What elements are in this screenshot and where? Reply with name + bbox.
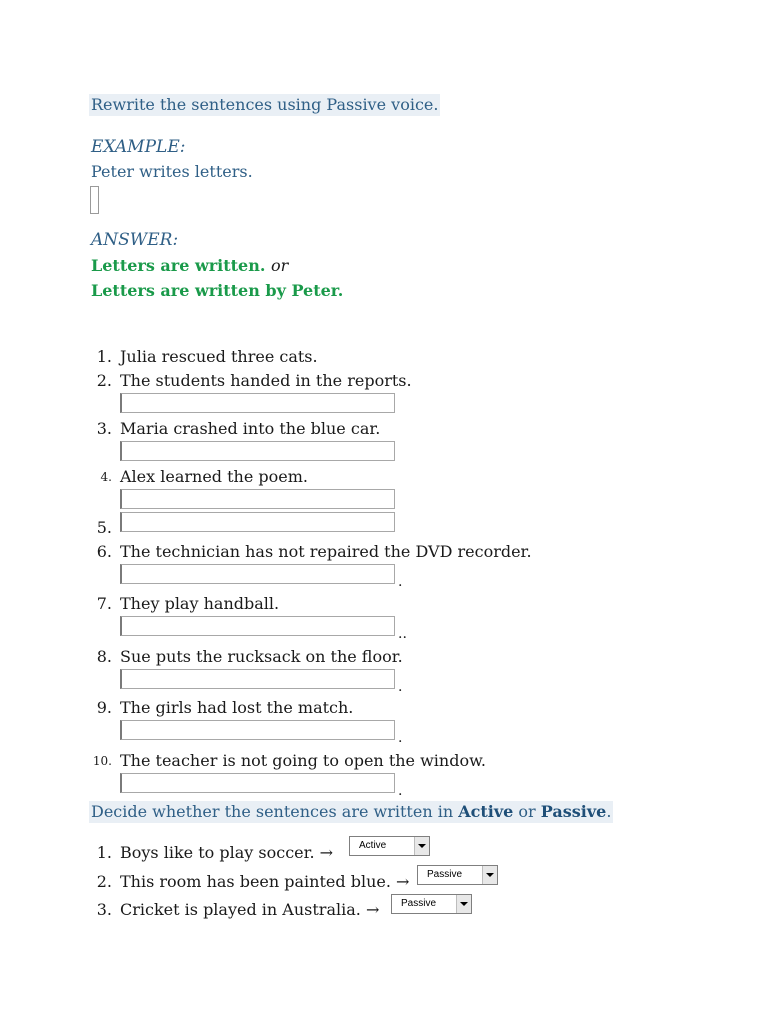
answer-label: ANSWER: — [91, 230, 179, 250]
example-sentence: Peter writes letters. — [91, 162, 253, 181]
answer-input-2[interactable] — [120, 393, 395, 413]
answer-input-5[interactable] — [120, 512, 395, 532]
item-number: 3. — [96, 900, 112, 919]
chevron-down-icon[interactable] — [414, 837, 429, 855]
item-sentence: The students handed in the reports. — [120, 371, 412, 390]
item-sentence: Alex learned the poem. — [120, 467, 309, 486]
answer-input-7[interactable] — [120, 616, 395, 636]
item-number: 2. — [96, 872, 112, 891]
trailing-mark: . — [398, 679, 403, 695]
answer-line-2: Letters are written by Peter. — [91, 281, 344, 300]
answer-line-1-text: Letters are written. — [91, 256, 266, 275]
title-end: . — [606, 802, 612, 821]
chevron-down-icon[interactable] — [482, 866, 497, 884]
voice-select-1[interactable] — [349, 836, 430, 856]
answer-or: or — [270, 256, 289, 275]
item-sentence: The teacher is not going to open the window. — [120, 751, 486, 770]
title-start: Decide whether the sentences are written in — [91, 802, 459, 821]
title-or: or — [513, 802, 541, 821]
item-number: 4. — [100, 470, 112, 484]
answer-input-9[interactable] — [120, 720, 395, 740]
item-sentence: Maria crashed into the blue car. — [120, 419, 381, 438]
answer-input-6[interactable] — [120, 564, 395, 584]
title-active: Active — [458, 802, 514, 821]
title-passive: Passive — [540, 802, 607, 821]
item-sentence: Sue puts the rucksack on the floor. — [120, 647, 403, 666]
item-sentence: The girls had lost the match. — [120, 698, 354, 717]
answer-input-10[interactable] — [120, 773, 395, 793]
example-answer-box[interactable] — [90, 186, 99, 214]
select-value: Passive — [401, 898, 437, 909]
item-number: 1. — [96, 843, 112, 862]
voice-select-3[interactable] — [391, 894, 472, 914]
item-number: 2. — [96, 371, 112, 390]
item-sentence: This room has been painted blue. → — [120, 872, 410, 891]
chevron-down-icon[interactable] — [456, 895, 471, 913]
section-title-passive: Rewrite the sentences using Passive voice. — [91, 95, 439, 114]
item-number: 3. — [96, 419, 112, 438]
select-value: Active — [359, 840, 387, 851]
item-sentence: Boys like to play soccer. → — [120, 843, 334, 862]
item-number: 5. — [96, 518, 112, 537]
item-number: 7. — [96, 594, 112, 613]
trailing-mark: . — [398, 574, 403, 590]
answer-input-3[interactable] — [120, 441, 395, 461]
item-sentence: The technician has not repaired the DVD recorder. — [120, 542, 532, 561]
item-number: 8. — [96, 647, 112, 666]
trailing-mark: . — [398, 730, 403, 746]
section-title-active-passive — [89, 801, 613, 823]
answer-input-8[interactable] — [120, 669, 395, 689]
example-label: EXAMPLE: — [91, 137, 186, 157]
item-number: 9. — [96, 698, 112, 717]
trailing-mark: .. — [398, 626, 407, 642]
answer-input-4[interactable] — [120, 489, 395, 509]
item-number: 1. — [96, 347, 112, 366]
trailing-mark: . — [398, 783, 403, 799]
item-number: 10. — [92, 754, 112, 768]
answer-line-1 — [91, 255, 288, 277]
item-sentence: Cricket is played in Australia. → — [120, 900, 380, 919]
item-sentence: They play handball. — [120, 594, 280, 613]
item-sentence: Julia rescued three cats. — [120, 347, 318, 366]
select-value: Passive — [427, 869, 463, 880]
item-number: 6. — [96, 542, 112, 561]
voice-select-2[interactable] — [417, 865, 498, 885]
